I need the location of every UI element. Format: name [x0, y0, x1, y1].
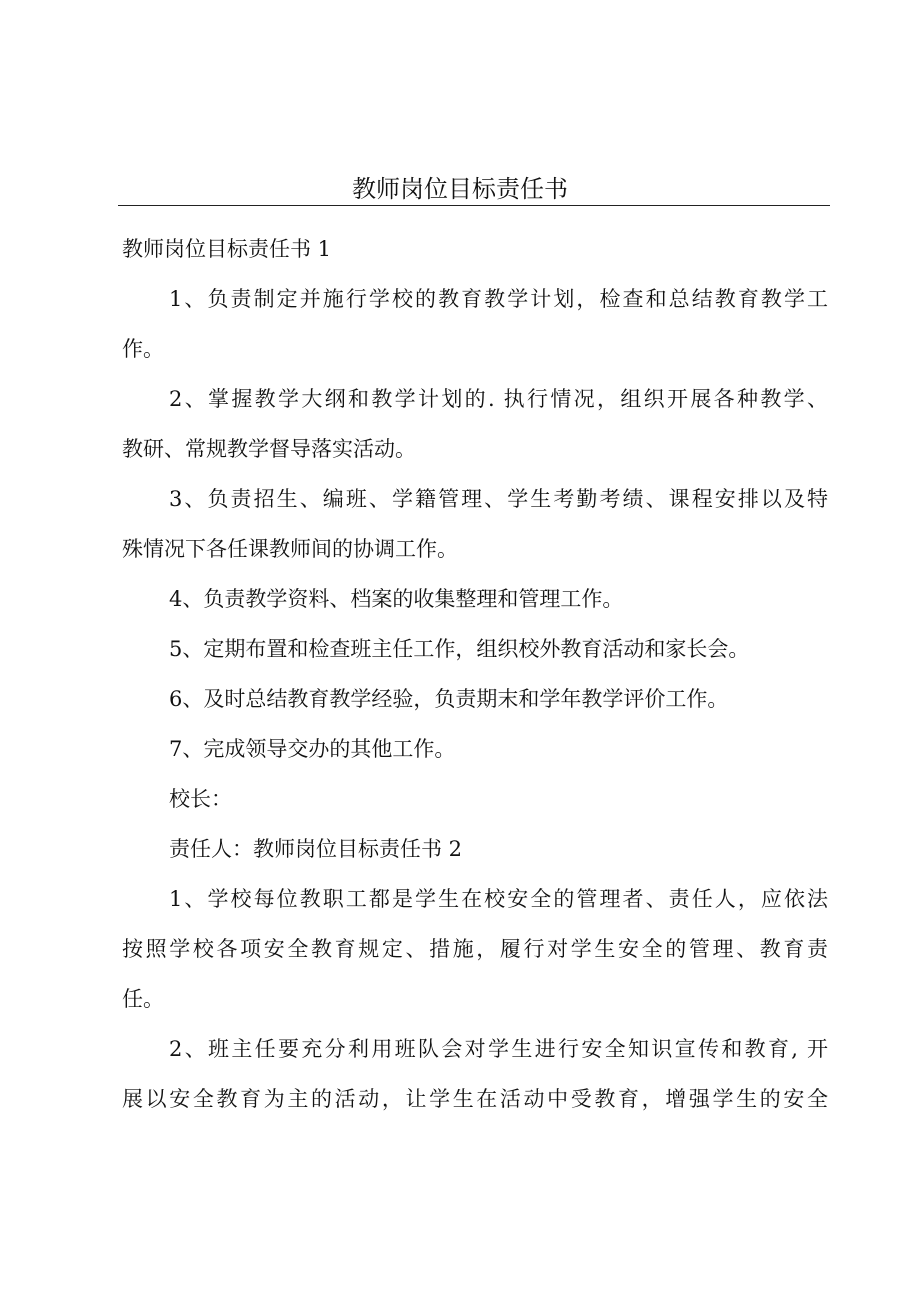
paragraph-line: 3、负责招生、编班、学籍管理、学生考勤考绩、课程安排以及特 — [169, 487, 828, 511]
document-body — [122, 224, 828, 1124]
signature-principal: 校长： — [169, 787, 232, 811]
paragraph-line: 7、完成领导交办的其他工作。 — [169, 737, 456, 761]
paragraph-line: 展以安全教育为主的活动，让学生在活动中受教育，增强学生的安全 — [122, 1087, 828, 1111]
paragraph-line: 1、负责制定并施行学校的教育教学计划，检查和总结教育教学工 — [169, 287, 828, 311]
paragraph-line: 作。 — [122, 337, 164, 361]
title-underline — [118, 205, 830, 206]
signature-responsible: 责任人：教师岗位目标责任书 2 — [169, 837, 463, 861]
paragraph-line: 4、负责教学资料、档案的收集整理和管理工作。 — [169, 587, 624, 611]
paragraph-line: 6、及时总结教育教学经验，负责期末和学年教学评价工作。 — [169, 687, 729, 711]
paragraph-line: 殊情况下各任课教师间的协调工作。 — [122, 537, 458, 561]
paragraph-line: 任。 — [122, 987, 164, 1011]
paragraph-line: 教研、常规教学督导落实活动。 — [122, 437, 416, 461]
paragraph-line: 5、定期布置和检查班主任工作，组织校外教育活动和家长会。 — [169, 637, 750, 661]
section-heading-1: 教师岗位目标责任书 1 — [122, 237, 332, 261]
page-title: 教师岗位目标责任书 — [352, 175, 568, 203]
paragraph-line: 2、掌握教学大纲和教学计划的. 执行情况，组织开展各种教学、 — [169, 387, 828, 411]
paragraph-line: 2、班主任要充分利用班队会对学生进行安全知识宣传和教育, 开 — [169, 1037, 828, 1061]
paragraph-line: 1、学校每位教职工都是学生在校安全的管理者、责任人，应依法 — [169, 887, 828, 911]
paragraph-line: 按照学校各项安全教育规定、措施，履行对学生安全的管理、教育责 — [122, 937, 828, 961]
